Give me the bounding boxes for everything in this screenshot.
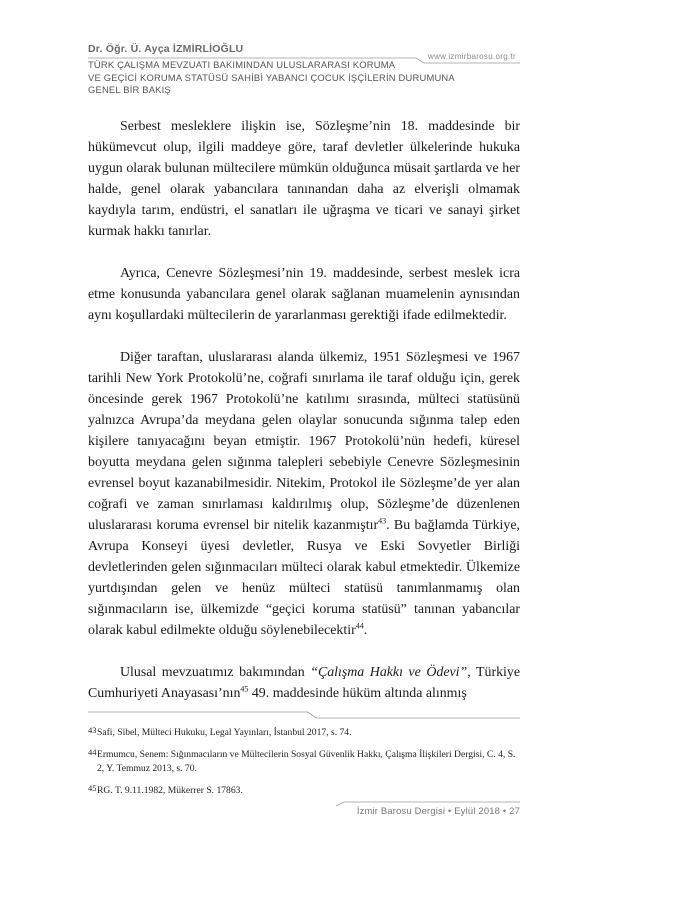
paragraph-text: , Türkiye Cumhuriyeti Anayasası’nın	[88, 665, 520, 701]
header-title-line: VE GEÇİCİ KORUMA STATÜSÜ SAHİBİ YABANCI ÇOCUK İŞÇİLERİN DURUMUNA	[88, 71, 455, 83]
footnote-text: Safi, Sibel, Mülteci Hukuku, Legal Yayınları, İstanbul 2017, s. 74.	[97, 727, 352, 738]
header-website: www.izmirbarosu.org.tr	[428, 52, 516, 61]
footnote-number: 43	[88, 725, 97, 735]
footnote-ref: 45	[240, 684, 249, 694]
paragraph-text: 49. maddesinde hüküm altında alınmış	[248, 686, 467, 701]
footnote-text: RG. T. 9.11.1982, Mükerrer S. 17863.	[97, 785, 243, 796]
footer-journal-page: İzmir Barosu Dergisi • Eylül 2018 • 27	[356, 805, 520, 816]
header-author: Dr. Öğr. Ü. Ayça İZMİRLİOĞLU	[88, 43, 244, 55]
paragraph	[88, 662, 520, 704]
footnote-number: 45	[88, 783, 97, 793]
paragraph-text: .	[363, 623, 368, 638]
footnote-text: Ermumcu, Senem: Sığınmacıların ve Mültecilerin Sosyal Güvenlik Hakkı, Çalışma İlişkileri Dergisi, C. 4, S. 2, Y. Temmuz 2013, s. 70.	[97, 749, 516, 774]
header-article-title	[88, 59, 455, 97]
footnote	[88, 784, 520, 798]
running-header	[88, 42, 528, 96]
emphasis-text: “Çalışma Hakkı ve Ödevi”	[310, 665, 468, 680]
footnote	[88, 748, 520, 776]
footnotes	[88, 726, 520, 806]
footnote	[88, 726, 520, 740]
paragraph: Serbest mesleklere ilişkin ise, Sözleşme’nin 18. maddesinde bir hükümevcut olup, ilgili maddeye göre, taraf devletler ülkelerinde hukuka uygun olarak bulunan mültecilere mümkün olduğunca müsait şartlarda ve her halde, genel olarak yabancılara tanınandan daha az elverişli olmamak kaydıyla tarım, endüstri, el sanatları ile uğraşma ve ticari ve sanayi şirket kurmak hakkı tanırlar.	[88, 119, 520, 239]
header-title-line: GENEL BİR BAKIŞ	[88, 84, 171, 96]
header-title-line: TÜRK ÇALIŞMA MEVZUATI BAKIMINDAN ULUSLARARASI KORUMA	[88, 59, 396, 70]
paragraph-text: Ulusal mevzuatımız bakımından	[120, 665, 311, 680]
paragraph-text: . Bu bağlamda Türkiye, Avrupa Konseyi üyesi devletler, Rusya ve Eski Sovyetler Birliği devletlerinden gelen sığınmacıları mülteci olarak kabul etmektedir. Ülkemize yurtdışından gelen ve henüz mülteci statüsü tanımlanmamış olan sığınmacıların ise, ülkemizde “geçici koruma statüsü” tanınan yabancılar olarak kabul edilmekte olduğu söylenebilecektir	[88, 518, 520, 638]
paragraph-text: Diğer taraftan, uluslararası alanda ülkemiz, 1951 Sözleşmesi ve 1967 tarihli New York Protokolü’ne, coğrafi sınırlama ile taraf olduğu için, gerek öncesinde gerek 1967 Protokolü’ne katılımı sırasında, mülteci statüsünü yalnızca Avrupa’da meydana gelen olaylar sonucunda sığınma talep eden kişilere tanıyacağını beyan etmiştir. 1967 Protokolü’nün hedefi, küresel boyutta meydana gelen sığınma talepleri sebebiyle Cenevre Sözleşmesinin evrensel boyut kazanabilmesidir. Nitekim, Protokol ile Sözleşme’de yer alan coğrafi ve zaman sınırlaması kaldırılmış olup, Sözleşme’de düzenlenen uluslararası koruma evrensel bir nitelik kazanmıştır	[88, 350, 520, 533]
footnote-ref: 43	[378, 516, 387, 526]
running-footer	[336, 803, 520, 819]
footnote-number: 44	[88, 747, 97, 757]
footnote-ref: 44	[355, 621, 364, 631]
paragraph	[88, 347, 520, 641]
footnote-rule	[88, 710, 520, 720]
body-text	[88, 116, 520, 704]
paragraph: Ayrıca, Cenevre Sözleşmesi’nin 19. maddesinde, serbest meslek icra etme konusunda yabancılara genel olarak sağlanan muamelenin aynısından aynı koşullardaki mültecilerin de yararlanması gerektiği ifade edilmektedir.	[88, 266, 520, 323]
